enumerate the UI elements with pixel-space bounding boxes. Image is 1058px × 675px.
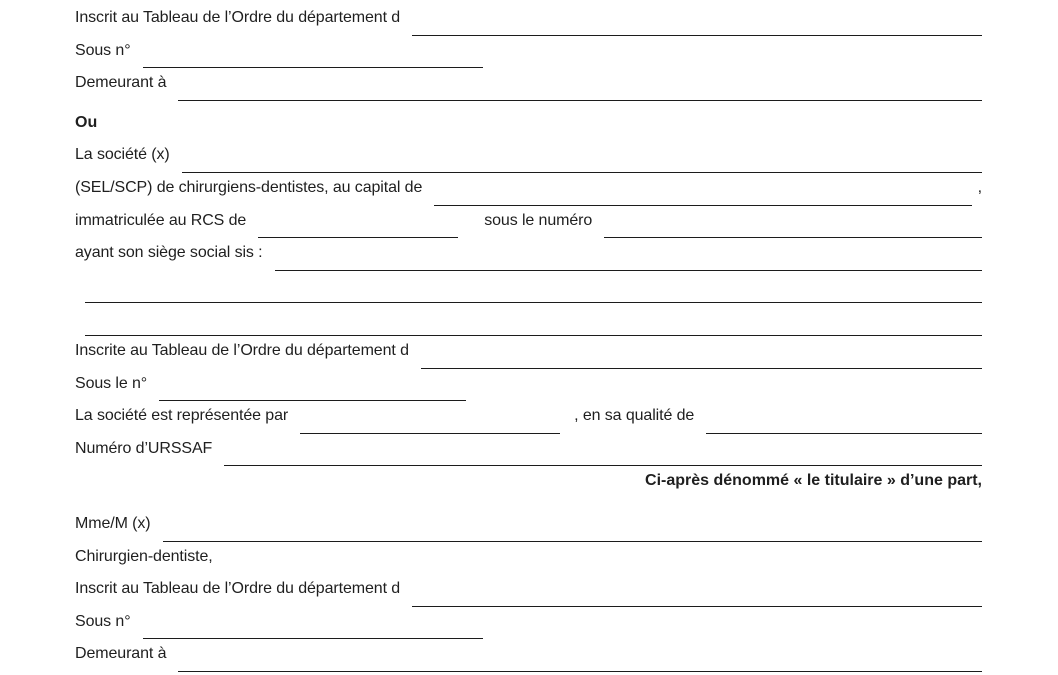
label-text: , en sa qualité de: [574, 407, 695, 425]
blank-line: [143, 606, 483, 640]
label-text: La société est représentée par: [75, 407, 289, 425]
label-text: Inscrit au Tableau de l’Ordre du département d: [75, 580, 401, 598]
label-text: Sous n°: [75, 612, 131, 630]
label-text: Numéro d’URSSAF: [75, 439, 213, 457]
line-blank-2: [75, 302, 982, 335]
line-representee: [75, 400, 982, 433]
blank-line: [706, 400, 982, 434]
label-text: Sous n°: [75, 41, 131, 59]
line-urssaf: [75, 433, 982, 466]
blank-line: [159, 368, 466, 402]
blank-line: [412, 2, 982, 36]
label-text: Inscrite au Tableau de l’Ordre du département d: [75, 341, 409, 359]
label-text: Sous le n°: [75, 374, 148, 392]
line-la-societe: [75, 139, 982, 172]
label-text: (SEL/SCP) de chirurgiens-dentistes, au capital de: [75, 178, 423, 196]
label-text: Ou: [75, 113, 98, 131]
blank-line: [163, 508, 982, 542]
line-titulaire: [75, 465, 982, 498]
blank-line: [421, 335, 982, 369]
line-demeurant-2: [75, 638, 982, 671]
blank-line: [143, 35, 483, 69]
label-text: La société (x): [75, 146, 170, 164]
blank-line: [178, 67, 982, 101]
line-rcs: [75, 205, 982, 238]
label-text: sous le numéro: [484, 211, 593, 229]
blank-line: [224, 433, 982, 467]
blank-line: [434, 172, 971, 206]
label-text: immatriculée au RCS de: [75, 211, 247, 229]
line-inscrit-tableau-2: [75, 573, 982, 606]
line-mme-m: [75, 508, 982, 541]
line-demeurant-1: [75, 67, 982, 100]
line-siege-social: [75, 237, 982, 270]
line-sous-no-2: [75, 606, 982, 639]
blank-line: [178, 638, 982, 672]
line-capital: [75, 172, 982, 205]
label-text: ,: [977, 178, 982, 196]
line-blank-1: [75, 270, 982, 303]
blank-line: [85, 302, 982, 336]
blank-line: [182, 139, 982, 173]
blank-line: [258, 205, 458, 239]
label-text: Demeurant à: [75, 74, 167, 92]
line-inscrite-tableau: [75, 335, 982, 368]
label-text: Demeurant à: [75, 645, 167, 663]
label-text: Chirurgien-dentiste,: [75, 547, 213, 565]
blank-line: [275, 237, 982, 271]
line-chirurgien-dentiste: [75, 541, 982, 574]
label-text: Ci-après dénommé « le titulaire » d’une part,: [645, 472, 982, 490]
label-text: Mme/M (x): [75, 514, 151, 532]
blank-line: [412, 573, 982, 607]
heading-ou: [75, 107, 982, 140]
blank-line: [85, 270, 982, 304]
blank-line: [604, 205, 982, 239]
blank-line: [300, 400, 560, 434]
line-sous-le-no: [75, 368, 982, 401]
label-text: ayant son siège social sis :: [75, 244, 263, 262]
line-inscrit-tableau-1: [75, 2, 982, 35]
label-text: Inscrit au Tableau de l’Ordre du département d: [75, 9, 401, 26]
line-sous-no-1: [75, 35, 982, 68]
